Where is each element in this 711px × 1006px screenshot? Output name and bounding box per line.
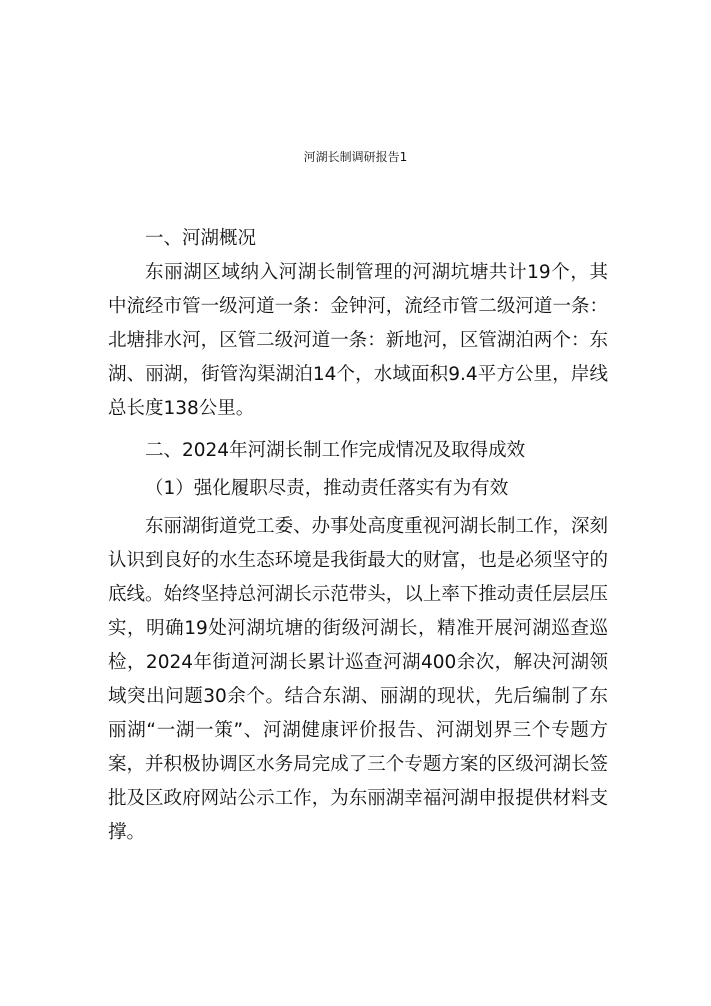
document-body bbox=[108, 222, 608, 850]
paragraph-responsibility: 东丽湖街道党工委、办事处高度重视河湖长制工作，深刻认识到良好的水生态环境是我街最大的财富，也是必须坚守的底线。始终坚持总河湖长示范带头，以上率下推动责任层层压实，明确19处河湖坑塘的街级河湖长，精准开展河湖巡查巡检，2024年街道河湖长累计巡查河湖400余次，解决河湖领域突出问题30余个。结合东湖、丽湖的现状，先后编制了东丽湖“一湖一策”、河湖健康评价报告、河湖划界三个专题方案，并积极协调区水务局完成了三个专题方案的区级河湖长签批及区政府网站公示工作，为东丽湖幸福河湖申报提供材料支撑。 bbox=[108, 516, 608, 843]
sub-heading-responsibility: （1）强化履职尽责，推动责任落实有为有效 bbox=[145, 478, 509, 499]
section-heading-progress: 二、2024年河湖长制工作完成情况及取得成效 bbox=[145, 440, 526, 461]
paragraph-overview: 东丽湖区域纳入河湖长制管理的河湖坑塘共计19个，其中流经市管一级河道一条：金钟河，流经市管二级河道一条：北塘排水河，区管二级河道一条：新地河，区管湖泊两个：东湖、丽湖，街管沟渠湖泊14个，水域面积9.4平方公里，岸线总长度138公里。 bbox=[108, 262, 608, 419]
section-heading-overview: 一、河湖概况 bbox=[145, 228, 257, 249]
document-title: 河湖长制调研报告1 bbox=[303, 150, 408, 164]
